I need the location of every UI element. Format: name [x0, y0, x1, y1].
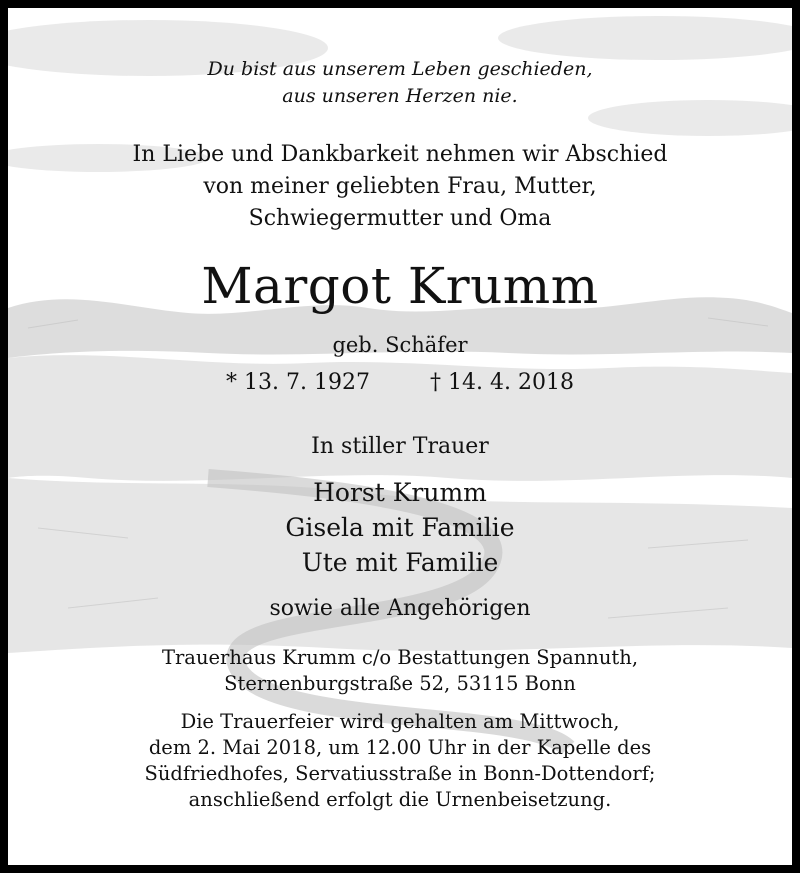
motto-line-1: Du bist aus unserem Leben geschieden, [207, 58, 593, 80]
mourner-name-3: Ute mit Familie [301, 548, 499, 577]
ceremony-line-3: Südfriedhofes, Servatiusstraße in Bonn-Dottendorf; [144, 762, 656, 785]
intro-line-1: In Liebe und Dankbarkeit nehmen wir Abschied [132, 142, 668, 167]
birth-date: * 13. 7. 1927 [226, 370, 370, 395]
intro-line-2: von meiner geliebten Frau, Mutter, [203, 174, 597, 199]
mourning-heading: In stiller Trauer [311, 434, 489, 459]
life-dates [8, 370, 792, 395]
notice-text [8, 8, 792, 865]
ceremony-line-2: dem 2. Mai 2018, um 12.00 Uhr in der Kapelle des [148, 736, 652, 759]
other-relatives: sowie alle Angehörigen [269, 596, 531, 621]
ceremony-line-1: Die Trauerfeier wird gehalten am Mittwoch, [180, 710, 620, 733]
mourner-name-1: Horst Krumm [313, 478, 487, 507]
address-line-1: Trauerhaus Krumm c/o Bestattungen Spannuth, [161, 646, 639, 669]
maiden-name: geb. Schäfer [332, 333, 468, 357]
intro-line-3: Schwiegermutter und Oma [248, 206, 552, 231]
deceased-name: Margot Krumm [201, 257, 599, 315]
motto-line-2: aus unseren Herzen nie. [282, 85, 518, 107]
ceremony-line-4: anschließend erfolgt die Urnenbeisetzung. [188, 788, 612, 811]
address-line-2: Sternenburgstraße 52, 53115 Bonn [224, 672, 576, 695]
mourner-name-2: Gisela mit Familie [285, 513, 515, 542]
death-date: † 14. 4. 2018 [430, 370, 574, 395]
